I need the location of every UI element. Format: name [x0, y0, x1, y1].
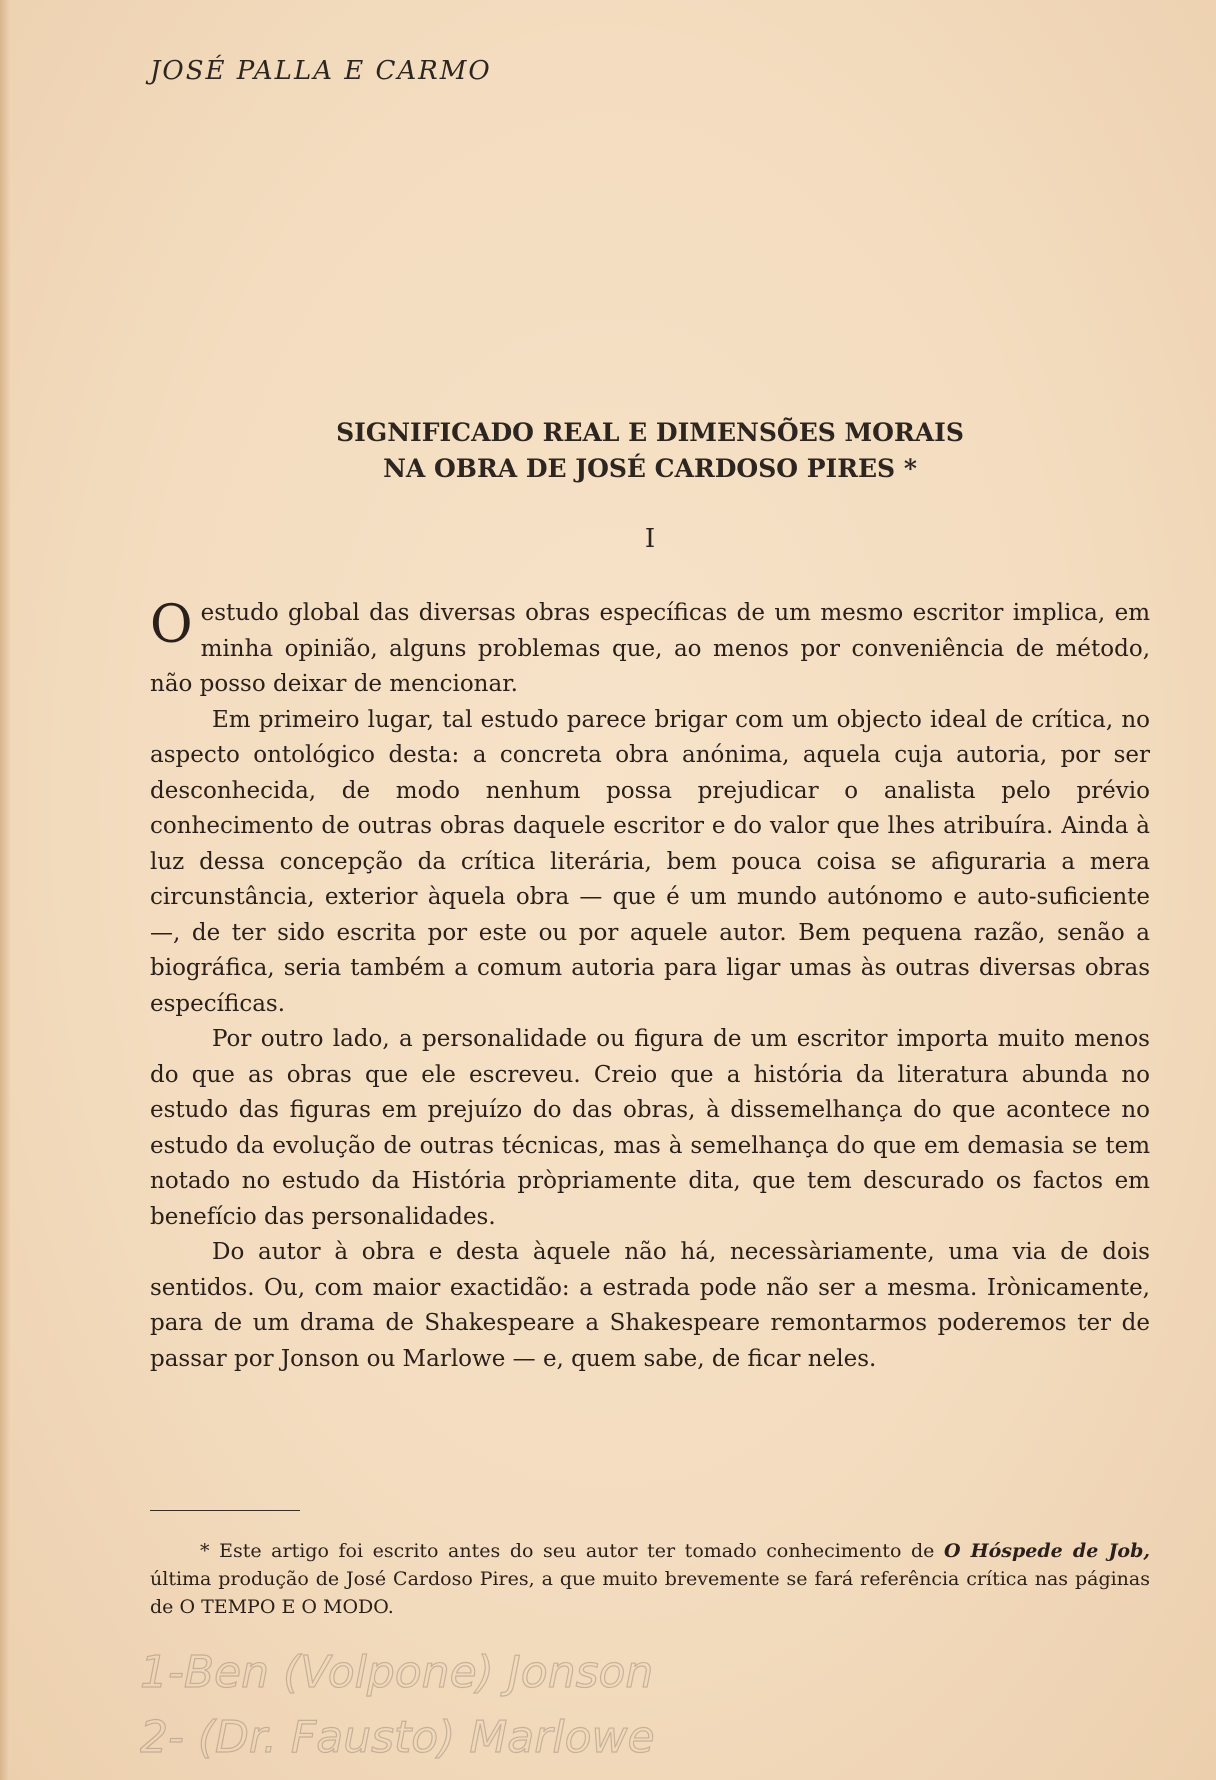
running-head: JOSÉ PALLA E CARMO: [150, 56, 492, 86]
article-title-line-1: SIGNIFICADO REAL E DIMENSÕES MORAIS: [336, 418, 964, 447]
paragraph-4: Do autor à obra e desta àquele não há, necessàriamente, uma via de dois sentidos. Ou, com maior exactidão: a estrada pode não ser a mesma. Irònicamente, para de um drama de Shakespeare a Shakespeare remontarmos poderemos ter de passar por Jonson ou Marlowe — e, quem sabe, de ficar neles.: [150, 1239, 1150, 1372]
paragraph-1: [150, 596, 1150, 703]
section-number: I: [644, 524, 656, 554]
paragraph-1-text: estudo global das diversas obras específicas de um mesmo escritor implica, em minha opinião, alguns problemas que, ao menos por conveniência de método, não posso deixar de mencionar.: [150, 600, 1150, 697]
paragraph-3: Por outro lado, a personalidade ou figura de um escritor importa muito menos do que as obras que ele escreveu. Creio que a história da literatura abunda no estudo das figuras em prejuízo do das obras, à dissemelhança do que acontece no estudo da evolução de outras técnicas, mas à semelhança do que em demasia se tem notado no estudo da História pròpriamente dita, que tem descurado os factos em benefício das personalidades.: [150, 1026, 1150, 1230]
page-spine-shadow: [0, 0, 10, 1780]
footnote-divider: [150, 1510, 300, 1511]
drop-cap: O: [150, 595, 193, 655]
handwritten-pencil-note: [140, 1632, 780, 1772]
paragraph-2: Em primeiro lugar, tal estudo parece brigar com um objecto ideal de crítica, no aspecto ontológico desta: a concreta obra anónima, aquela cuja autoria, por ser desconhecida, de modo nenhum possa prejudicar o analista pelo prévio conhecimento de outras obras daquele escritor e do valor que lhes atribuíra. Ainda à luz dessa concepção da crítica literária, bem pouca coisa se afiguraria a mera circunstância, exterior àquela obra — que é um mundo autónomo e auto-suficiente —, de ter sido escrita por este ou por aquele autor. Bem pequena razão, senão a biográfica, seria também a comum autoria para ligar umas às outras diversas obras específicas.: [150, 706, 1150, 1017]
article-title-line-2: NA OBRA DE JOSÉ CARDOSO PIRES *: [383, 454, 917, 483]
footnote-book-title: O Hóspede de Job,: [943, 1540, 1150, 1562]
article-body: [150, 596, 1150, 1377]
footnote-tail: última produção de José Cardoso Pires, a que muito brevemente se fará referência crítica nas páginas de O TEMPO E O MODO.: [150, 1568, 1150, 1618]
handwritten-note-line-2: 2- (Dr. Fausto) Marlowe: [140, 1712, 655, 1763]
footnote-lead: * Este artigo foi escrito antes do seu autor ter tomado conhecimento de: [200, 1540, 935, 1562]
footnote: [150, 1537, 1150, 1621]
article-title: [150, 415, 1150, 487]
handwritten-note-line-1: 1-Ben (Volpone) Jonson: [140, 1647, 654, 1698]
